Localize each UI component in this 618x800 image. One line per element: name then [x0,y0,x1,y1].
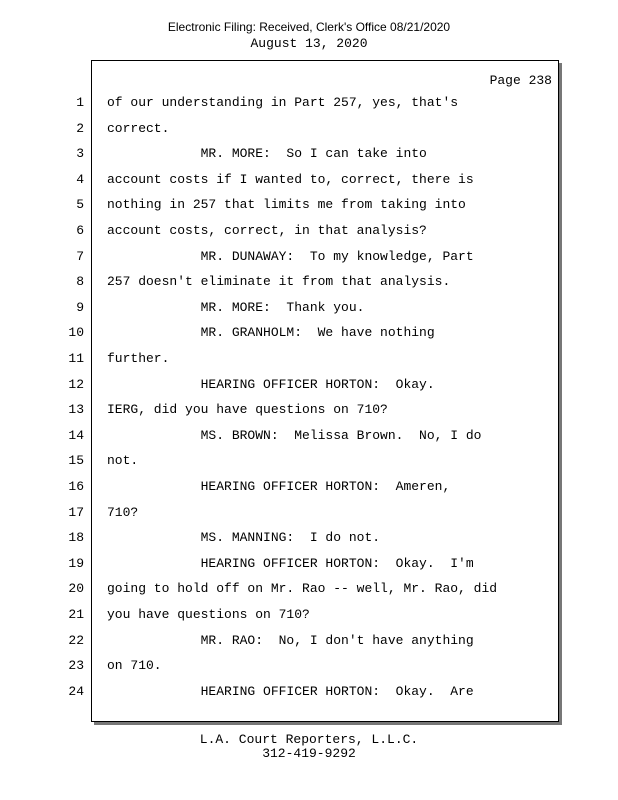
transcript-line [0,576,618,601]
line-number: 9 [76,299,84,315]
line-number: 19 [68,555,84,571]
line-number: 11 [68,351,84,366]
line-text: 257 doesn't eliminate it from that analysis. [107,274,451,290]
transcript-line [0,679,618,704]
line-number: 24 [68,683,84,699]
transcript-line [0,474,618,499]
transcript-line [0,141,618,166]
filing-stamp: Electronic Filing: Received, Clerk's Office 08/21/2020 [167,20,451,34]
line-text: MS. BROWN: Melissa Brown. No, I do [107,427,482,443]
transcript-line [0,320,618,345]
line-number: 7 [76,248,84,264]
transcript-line [0,244,618,269]
line-text: MR. MORE: So I can take into [107,146,427,162]
line-number: 18 [68,530,84,546]
line-number: 15 [68,453,84,469]
transcript-line [0,90,618,115]
transcript-line [0,372,618,397]
line-text: of our understanding in Part 257, yes, that's [107,95,459,110]
line-number: 23 [68,658,84,674]
line-number: 22 [68,632,84,648]
line-text: account costs if I wanted to, correct, there is [107,171,474,187]
line-text: going to hold off on Mr. Rao -- well, Mr. Rao, did [107,581,498,597]
reporter-name: L.A. Court Reporters, L.L.C. [199,732,419,747]
line-number: 14 [68,427,84,443]
transcript-line [0,423,618,448]
line-number: 1 [76,95,84,110]
line-text: HEARING OFFICER HORTON: Ameren, [107,479,451,494]
line-text: nothing in 257 that limits me from taking into [107,197,466,213]
transcript-line [0,653,618,678]
transcript-line [0,192,618,217]
line-text: account costs, correct, in that analysis? [107,223,427,238]
line-number: 20 [68,581,84,597]
transcript-line [0,295,618,320]
line-number: 12 [68,376,84,392]
line-text: HEARING OFFICER HORTON: Okay. I'm [107,555,474,571]
line-number: 2 [76,120,84,136]
transcript-line [0,218,618,243]
line-number: 3 [76,146,84,162]
line-text: MR. DUNAWAY: To my knowledge, Part [107,248,474,264]
line-text: 710? [107,504,139,520]
transcript-line [0,628,618,653]
reporter-phone: 312-419-9292 [262,746,356,761]
line-text: on 710. [107,658,162,674]
transcript-line [0,500,618,525]
line-text: not. [107,453,139,469]
line-number: 4 [76,171,84,187]
transcript-line [0,602,618,627]
line-number: 6 [76,223,84,238]
transcript-line [0,167,618,192]
line-text: MR. MORE: Thank you. [107,299,365,315]
line-number: 8 [76,274,84,290]
line-text: MS. MANNING: I do not. [107,530,381,546]
transcript-date: August 13, 2020 [250,36,368,51]
transcript-line [0,116,618,141]
line-text: IERG, did you have questions on 710? [107,402,388,418]
line-text: you have questions on 710? [107,607,310,622]
transcript-line [0,397,618,422]
line-number: 5 [76,197,84,213]
line-number: 13 [68,402,84,418]
line-number: 16 [68,479,84,494]
line-text: MR. GRANHOLM: We have nothing [107,325,435,341]
transcript-line [0,269,618,294]
line-text: MR. RAO: No, I don't have anything [107,632,474,648]
line-text: further. [107,351,170,366]
transcript-line [0,346,618,371]
line-number: 17 [68,504,84,520]
line-number: 10 [68,325,84,341]
transcript-line [0,525,618,550]
line-number: 21 [68,607,84,622]
transcript-line [0,551,618,576]
line-text: HEARING OFFICER HORTON: Okay. [107,376,435,392]
page-number: Page 238 [489,73,552,88]
transcript-line [0,448,618,473]
line-text: HEARING OFFICER HORTON: Okay. Are [107,683,474,699]
line-text: correct. [107,120,170,136]
